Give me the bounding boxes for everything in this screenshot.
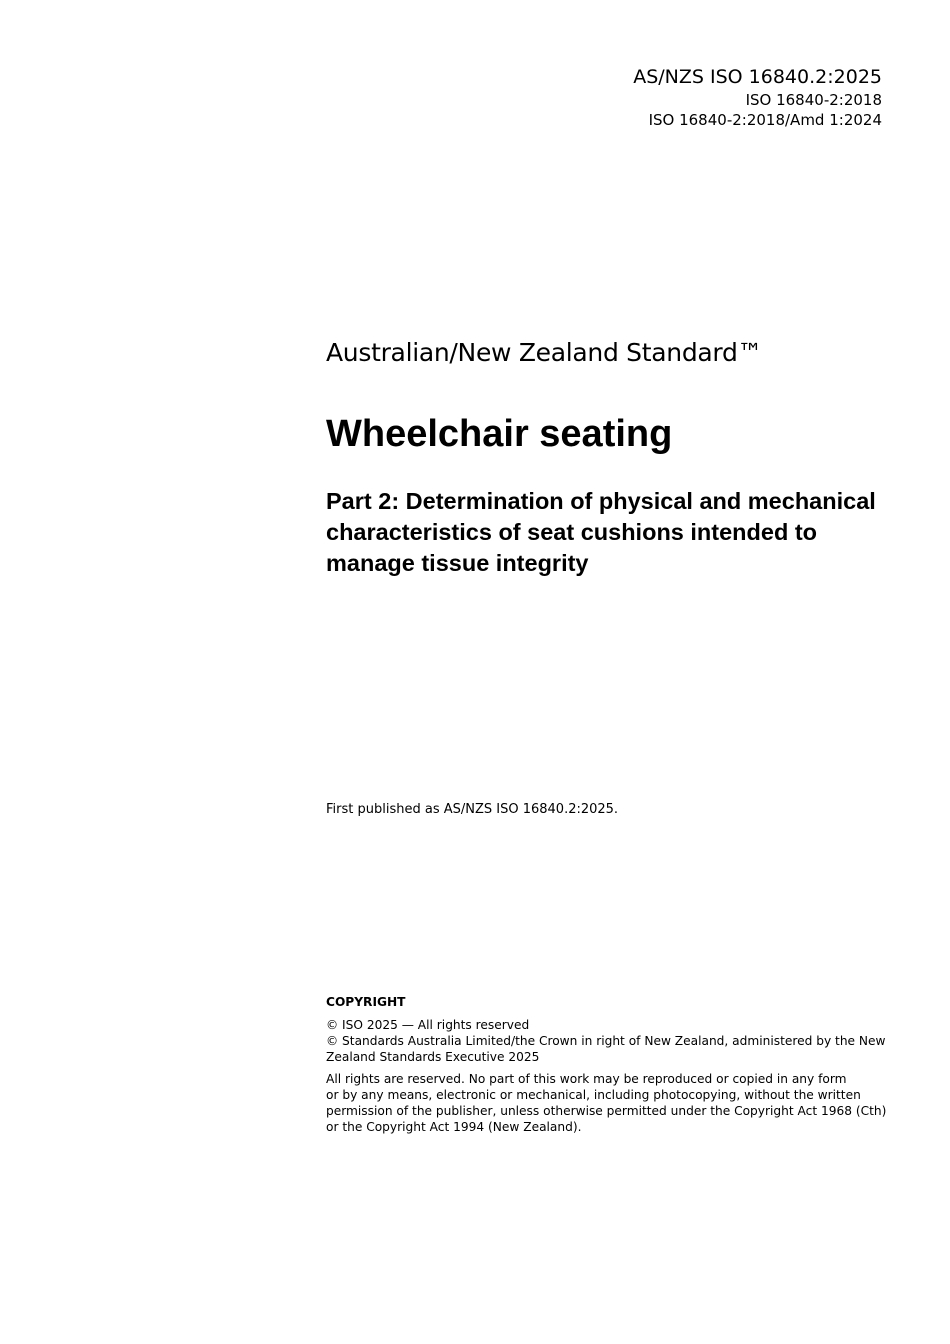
iso-copyright-line: © ISO 2025 — All rights reserved xyxy=(326,1018,530,1032)
title-block xyxy=(326,336,896,579)
rights-statement: All rights are reserved. No part of this work may be reproduced or copied in any form or by any means, electronic or mechanical, including photocopying, without the written permission of the publisher, unless otherwise permitted under the Copyright Act 1968 (Cth) or the Copyright Act 1994 (New Zealand). xyxy=(326,1072,887,1134)
standards-australia-copyright-line: © Standards Australia Limited/the Crown in right of New Zealand, administered by the New Zealand Standards Executive 2025 xyxy=(326,1034,886,1064)
first-published-note: First published as AS/NZS ISO 16840.2:2025. xyxy=(326,802,619,817)
standard-type-label: Australian/New Zealand Standard™ xyxy=(326,338,763,367)
amendment-number: ISO 16840-2:2018/Amd 1:2024 xyxy=(648,111,882,129)
copyright-section xyxy=(326,994,896,1135)
copyright-holders xyxy=(326,1017,896,1065)
copyright-heading: COPYRIGHT xyxy=(326,995,406,1009)
iso-number: ISO 16840-2:2018 xyxy=(745,91,882,109)
page-subtitle: Part 2: Determination of physical and mechanical characteristics of seat cushions intended to manage tissue integrity xyxy=(326,488,876,576)
page-title: Wheelchair seating xyxy=(326,413,673,455)
document-identifiers xyxy=(633,64,882,130)
standard-number: AS/NZS ISO 16840.2:2025 xyxy=(633,66,882,88)
